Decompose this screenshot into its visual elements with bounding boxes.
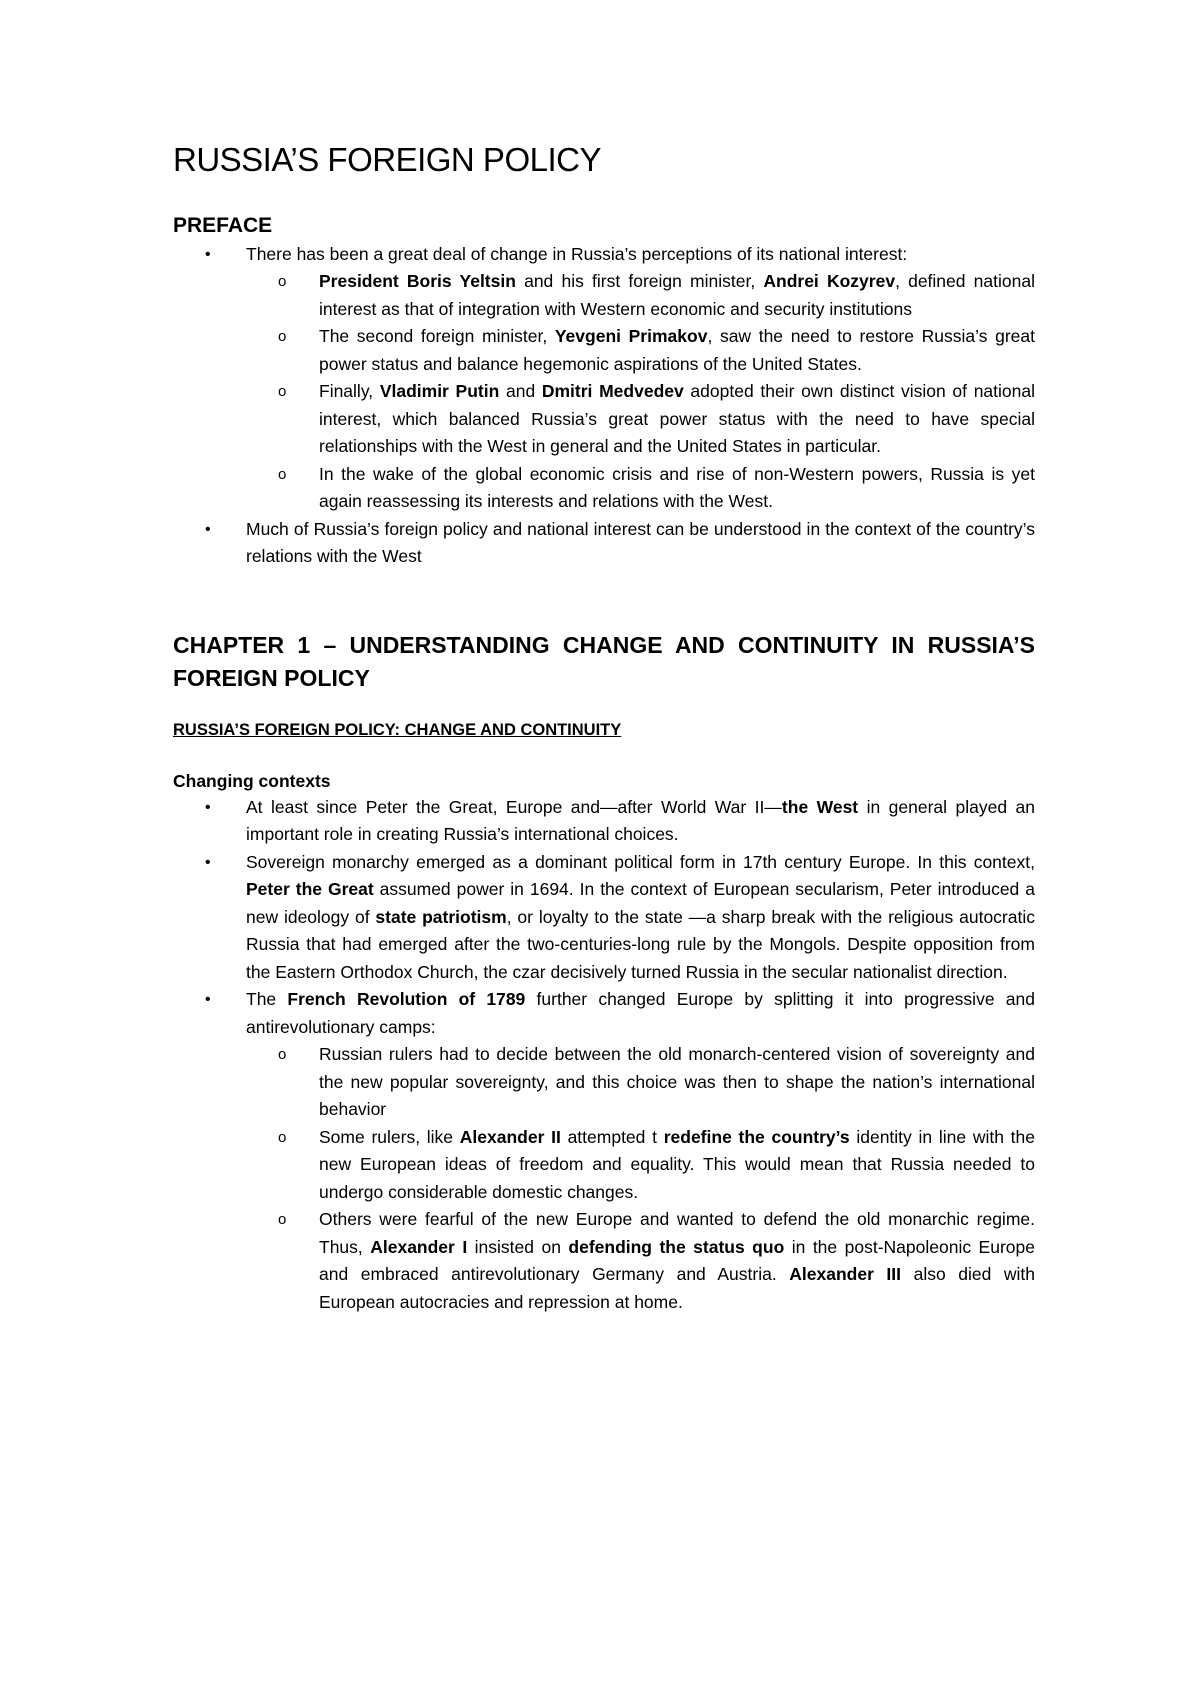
text-run: also died with European autocracies and repression at home. [319, 1264, 1035, 1312]
bullet-marker: • [205, 853, 211, 871]
preface-heading: PREFACE [173, 213, 273, 237]
bold-text: Peter the Great [246, 879, 374, 900]
text-run: In the wake of the global economic crisis and rise of non-Western powers, Russia is yet again reassessing its interests and relations with the West. [319, 463, 1035, 512]
text-run: adopted their own distinct vision of national interest, which balanced Russia’s great power status with the need to have special relationships with the West in general and the United States in particular. [319, 381, 1035, 457]
changing-contexts-list [173, 794, 1035, 1317]
preface-list [173, 241, 1035, 571]
sub-bullet-marker: o [278, 328, 287, 346]
sub-bullet-marker: o [278, 273, 287, 291]
bold-text: Alexander III [789, 1264, 902, 1285]
bullet-marker: • [205, 245, 211, 263]
sub-bullet-item [173, 1041, 1035, 1124]
bullet-text [246, 797, 1035, 845]
sub-bullet-item [173, 1124, 1035, 1207]
bold-text: the West [781, 796, 859, 817]
bullet-item [173, 794, 1035, 849]
chapter-1-subheading: RUSSIA’S FOREIGN POLICY: CHANGE AND CONTINUITY [173, 720, 622, 739]
bullet-text [246, 852, 1035, 982]
text-run: identity in line with the new European ideas of freedom and equality. This would mean that Russia needed to undergo considerable domestic changes. [319, 1126, 1036, 1202]
text-run: The second foreign minister, [319, 326, 555, 347]
bullet-text: There has been a great deal of change in Russia’s perceptions of its national interest: [246, 243, 908, 264]
sub-bullet-text [319, 1044, 1035, 1119]
sub-bullet-marker: o [278, 1211, 287, 1229]
bullet-marker: • [205, 520, 211, 538]
bold-text: Vladimir Putin [379, 381, 500, 402]
bold-text: President Boris Yeltsin [319, 271, 516, 292]
text-run: and [499, 381, 542, 402]
bold-text: redefine the country’s [663, 1126, 850, 1147]
bold-text: state patriotism [375, 906, 507, 927]
text-run: Some rulers, like [319, 1126, 460, 1147]
text-run: and his first foreign minister, [515, 271, 764, 292]
bullet-item [173, 986, 1035, 1316]
text-run: insisted on [467, 1236, 569, 1257]
bullet-item [173, 849, 1035, 987]
text-run: in general played an important role in creating Russia’s international choices. [246, 796, 1035, 845]
sub-bullet-text [319, 271, 1035, 319]
text-run: , or loyalty to the state —a sharp break with the religious autocratic Russia that had emerged after the two-centuries-long rule by the Mongols. Despite opposition from the Eastern Orthodox Church, the czar decisively turned Russia in the secular nationalist direction. [246, 906, 1035, 982]
chapter-1-heading: CHAPTER 1 – UNDERSTANDING CHANGE AND CONTINUITY IN RUSSIA’S FOREIGN POLICY [173, 631, 1035, 691]
bullet-text [246, 989, 1035, 1037]
bullet-item [173, 241, 1035, 516]
bold-text: defending the status quo [568, 1236, 785, 1257]
sub-bullet-marker: o [278, 1128, 287, 1146]
text-run: The [246, 989, 288, 1010]
text-run: Sovereign monarchy emerged as a dominant political form in 17th century Europe. In this context, [246, 851, 1035, 872]
document-page [173, 140, 1035, 1316]
sub-bullet-item [173, 268, 1035, 323]
sub-bullet-text [319, 381, 1035, 456]
bold-text: Alexander II [459, 1126, 561, 1147]
sub-bullet-item [173, 1206, 1035, 1316]
sub-bullet-marker: o [278, 465, 287, 483]
text-run: assumed power in 1694. In the context of European secularism, Peter introduced a new ideology of [246, 879, 1035, 927]
text-run: , saw the need to restore Russia’s great power status and balance hegemonic aspirations of the United States. [319, 326, 1035, 374]
text-run: Finally, [319, 381, 380, 402]
bold-text: Andrei Kozyrev [763, 271, 896, 292]
sub-bullet-item [173, 323, 1035, 378]
text-run: in the post-Napoleonic Europe and embraced antirevolutionary Germany and Austria. [319, 1236, 1035, 1285]
sub-bullet-item [173, 461, 1035, 516]
sub-list [246, 268, 1035, 516]
sub-bullet-item [173, 378, 1035, 461]
text-run: further changed Europe by splitting it into progressive and antirevolutionary camps: [246, 989, 1035, 1037]
bullet-item [173, 516, 1035, 571]
bullet-marker: • [205, 991, 211, 1009]
text-run: Others were fearful of the new Europe and wanted to defend the old monarchic regime. Thus, [319, 1209, 1035, 1257]
changing-contexts-heading: Changing contexts [173, 770, 331, 791]
sub-bullet-marker: o [278, 1046, 287, 1064]
bold-text: Dmitri Medvedev [541, 381, 684, 402]
text-run: At least since Peter the Great, Europe and—after World War II— [246, 796, 782, 817]
bullet-marker: • [205, 798, 211, 816]
text-run: attempted t [560, 1126, 664, 1147]
bold-text: Yevgeni Primakov [554, 326, 708, 347]
sub-bullet-marker: o [278, 383, 287, 401]
bold-text: Alexander I [370, 1236, 468, 1257]
text-run: Russian rulers had to decide between the old monarch-centered vision of sovereignty and the new popular sovereignty, and this choice was then to shape the nation’s international behavior [319, 1044, 1035, 1120]
document-title: RUSSIA’S FOREIGN POLICY [173, 141, 601, 178]
sub-list [246, 1041, 1035, 1316]
sub-bullet-text [319, 464, 1035, 512]
sub-bullet-text [319, 1209, 1035, 1312]
text-run: , defined national interest as that of integration with Western economic and security institutions [319, 271, 1035, 319]
bold-text: French Revolution of 1789 [287, 989, 526, 1010]
sub-bullet-text [319, 1127, 1035, 1202]
sub-bullet-text [319, 326, 1035, 374]
bullet-text: Much of Russia’s foreign policy and national interest can be understood in the context of the country’s relations with the West [246, 518, 1035, 567]
